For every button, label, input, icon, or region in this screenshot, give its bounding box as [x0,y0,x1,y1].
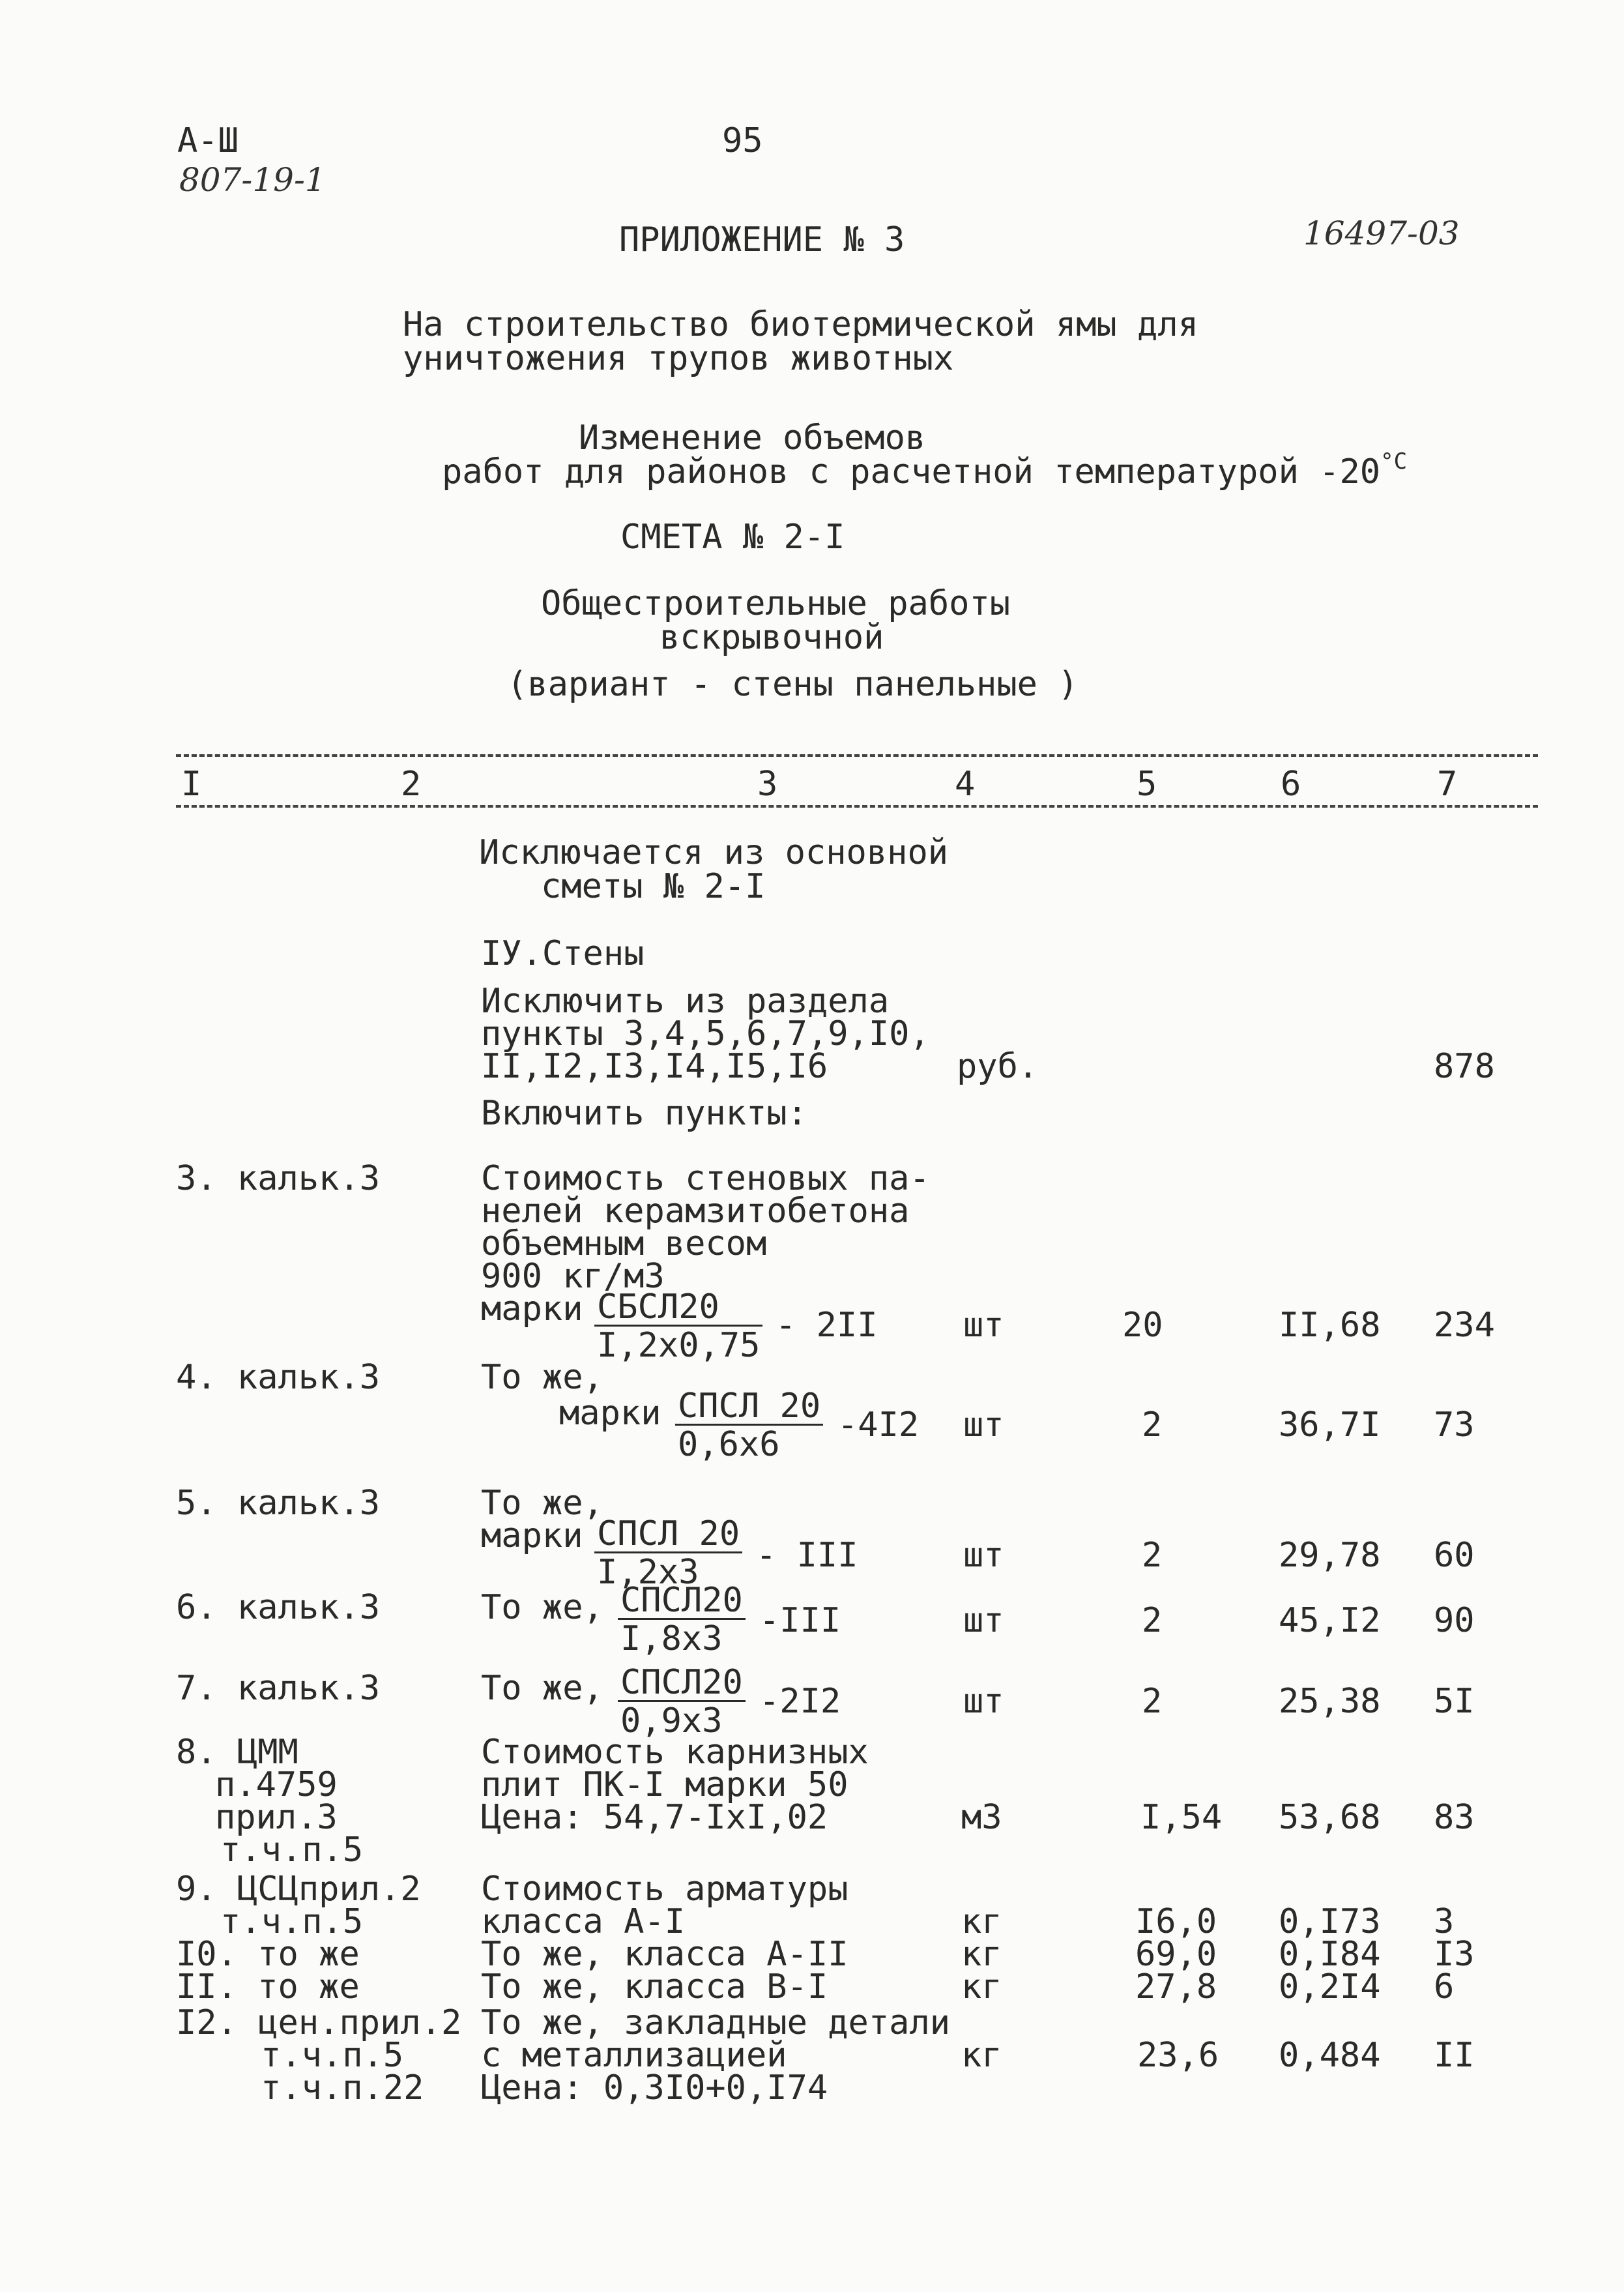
row-11-number: II. то же [176,1967,360,2006]
smeta-title: СМЕТА № 2-I [620,518,845,557]
row-3-unit: шт [963,1306,1004,1345]
row-3-desc-4: 900 кг/м3 [481,1257,665,1296]
row-6-number: 6. кальк.3 [176,1588,381,1627]
row-11-desc-1: То же, класса В-I [481,1967,828,2006]
row-6-prefix: То же, [481,1588,603,1627]
row-10-price: 0,I84 [1279,1935,1381,1974]
variant-note: (вариант - стены панельные ) [507,665,1079,704]
row-3-qty: 20 [1122,1306,1163,1345]
row-3-desc-1: Стоимость стеновых па- [481,1159,930,1198]
row-8-price: 53,68 [1279,1798,1381,1837]
row-8-total: 83 [1434,1798,1475,1837]
row-5-price: 29,78 [1279,1536,1381,1575]
column-header-2: 2 [401,765,422,804]
column-header-4: 4 [955,765,976,804]
row-12-number: I2. цен.прил.2 [176,2003,462,2042]
row-7-unit: шт [963,1682,1004,1721]
row-8-ref-1: п.4759 [215,1765,338,1804]
works-title-line-1: Общестроительные работы [541,584,1011,623]
row-3-mark-fraction: СБСЛ20 I,2x0,75 [594,1291,762,1362]
row-4-mark-fraction: СПСЛ 20 0,6x6 [675,1390,823,1461]
row-4-price: 36,7I [1279,1405,1381,1445]
subtitle-line-2: работ для районов с расчетной температурой $-20^{^\circ С}$ [442,448,1408,492]
row-10-qty: 69,0 [1135,1935,1217,1974]
row-11-price: 0,2I4 [1279,1967,1381,2006]
title-line-2: уничтожения трупов животных [403,339,954,378]
row-9-total: 3 [1434,1902,1455,1941]
row-12-ref-2: т.ч.п.22 [261,2068,424,2108]
row-10-total: I3 [1434,1935,1475,1974]
row-6-qty: 2 [1142,1601,1163,1640]
row-9-desc-1: Стоимость арматуры [481,1870,848,1909]
appendix-title: ПРИЛОЖЕНИЕ № 3 [619,220,905,259]
row-5-prefix: марки [481,1516,583,1555]
row-7-total: 5I [1434,1682,1475,1721]
row-5-qty: 2 [1142,1536,1163,1575]
row-7-qty: 2 [1142,1682,1163,1721]
project-code-handwritten: 807-19-1 [179,161,326,199]
excluded-line-1: Исключается из основной [479,833,949,872]
row-8-qty: I,54 [1140,1798,1223,1837]
row-4-prefix: марки [559,1394,661,1433]
degree-unit: °С [1380,448,1408,475]
works-title-line-2: вскрывочной [660,618,884,657]
row-4-desc-1: То же, [481,1358,603,1397]
section-title: IУ.Стены [481,934,645,973]
series-label: А-Ш [177,121,239,160]
column-header-6: 6 [1281,765,1301,804]
row-12-qty: 23,6 [1137,2036,1219,2075]
row-8-number: 8. ЦММ [176,1733,298,1772]
row-12-desc-1: То же, закладные детали [481,2003,951,2042]
row-5-total: 60 [1434,1536,1475,1575]
row-5-number: 5. кальк.3 [176,1484,381,1523]
remove-line-2: пункты 3,4,5,6,7,9,I0, [481,1014,930,1053]
header-rule-top [176,754,1538,757]
row-6-price: 45,I2 [1279,1601,1381,1640]
column-header-5: 5 [1137,765,1157,804]
row-8-desc-2: плит ПК-I марки 50 [481,1765,848,1804]
row-10-number: I0. то же [176,1935,360,1974]
row-4-total: 73 [1434,1405,1475,1445]
row-9-desc-2: класса А-I [481,1902,686,1941]
excluded-line-2: сметы № 2-I [541,867,766,906]
row-5-desc-1: То же, [481,1484,603,1523]
row-5-unit: шт [963,1536,1004,1575]
column-header-1: I [181,765,202,804]
row-11-unit: кг [961,1967,1002,2006]
row-9-ref-1: т.ч.п.5 [220,1902,364,1941]
row-5-mark-fraction: СПСЛ 20 I,2x3 [594,1518,742,1589]
column-header-3: 3 [757,765,778,804]
row-4-number: 4. кальк.3 [176,1358,381,1397]
remove-unit: руб. [957,1047,1039,1086]
remove-line-3: II,I2,I3,I4,I5,I6 [481,1047,828,1086]
row-3-price: II,68 [1279,1306,1381,1345]
row-7-number: 7. кальк.3 [176,1669,381,1708]
row-4-suffix: -4I2 [837,1405,920,1445]
row-8-ref-3: т.ч.п.5 [220,1830,364,1870]
row-10-desc-1: То же, класса А-II [481,1935,848,1974]
row-5-suffix: - III [756,1536,858,1575]
row-12-desc-2: с металлизацией [481,2036,787,2075]
include-label: Включить пункты: [481,1094,807,1133]
page-number: 95 [722,121,763,160]
row-12-unit: кг [961,2036,1002,2075]
remove-line-1: Исключить из раздела [481,982,890,1021]
row-9-qty: I6,0 [1135,1902,1217,1941]
row-4-unit: шт [963,1405,1004,1445]
row-8-desc-3: Цена: 54,7-IxI,02 [481,1798,828,1837]
row-11-total: 6 [1434,1967,1455,2006]
row-12-ref-1: т.ч.п.5 [261,2036,404,2075]
row-10-unit: кг [961,1935,1002,1974]
row-3-suffix: - 2II [776,1306,878,1345]
row-3-number: 3. кальк.3 [176,1159,381,1198]
row-7-suffix: -2I2 [759,1682,841,1721]
row-3-desc-2: нелей керамзитобетона [481,1192,910,1231]
title-line-1: На строительство биотермической ямы для [403,305,1198,344]
remove-total: 878 [1434,1047,1495,1086]
row-8-ref-2: прил.3 [215,1798,338,1837]
header-rule-bottom [176,805,1538,808]
row-12-total: II [1434,2036,1475,2075]
row-9-number: 9. ЦСЦприл.2 [176,1870,421,1909]
row-8-unit: м3 [961,1798,1002,1837]
row-8-desc-1: Стоимость карнизных [481,1733,869,1772]
row-9-price: 0,I73 [1279,1902,1381,1941]
row-3-prefix: марки [481,1289,583,1329]
column-header-7: 7 [1437,765,1458,804]
row-9-unit: кг [961,1902,1002,1941]
row-12-desc-3: Цена: 0,3I0+0,I74 [481,2068,828,2108]
row-7-mark-fraction: СПСЛ20 0,9x3 [618,1666,746,1737]
subtitle-line-1: Изменение объемов [579,419,926,458]
row-4-qty: 2 [1142,1405,1163,1445]
row-12-price: 0,484 [1279,2036,1381,2075]
row-7-prefix: То же, [481,1669,603,1708]
row-6-total: 90 [1434,1601,1475,1640]
document-number-handwritten: 16497-03 [1303,214,1460,252]
row-3-desc-3: объемным весом [481,1224,767,1263]
row-3-total: 234 [1434,1306,1495,1345]
row-6-suffix: -III [759,1601,841,1640]
row-11-qty: 27,8 [1135,1967,1217,2006]
row-7-price: 25,38 [1279,1682,1381,1721]
row-6-mark-fraction: СПСЛ20 I,8x3 [618,1584,746,1655]
row-6-unit: шт [963,1601,1004,1640]
